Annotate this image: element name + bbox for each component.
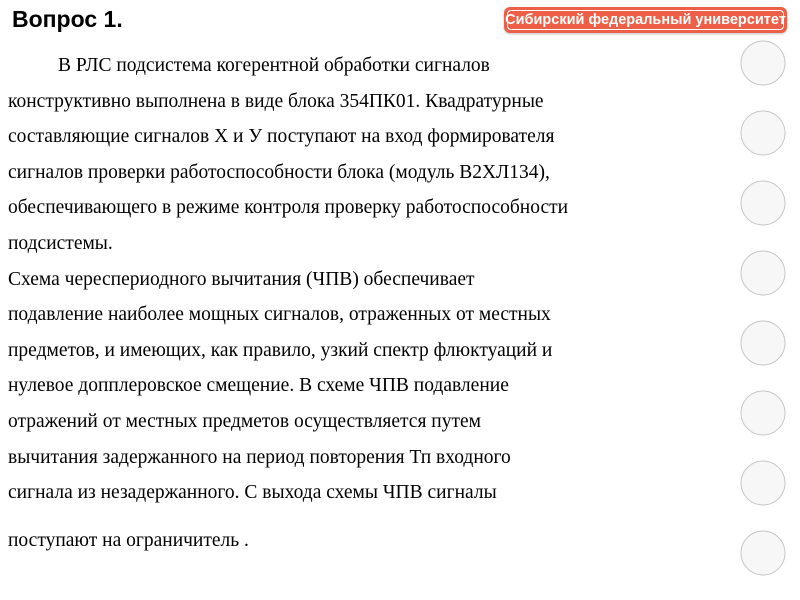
body-line: нулевое допплеровское смещение. В схеме ЧПВ подавление <box>8 375 509 397</box>
banner-border <box>507 10 784 30</box>
body-line: конструктивно выполнена в виде блока 354ПК01. Квадратурные <box>8 90 544 112</box>
body-line: подавление наиболее мощных сигналов, отраженных от местных <box>8 304 551 326</box>
body-line: вычитания задержанного на период повторения Тп входного <box>8 446 511 468</box>
body-line: Схема череспериодного вычитания (ЧПВ) обеспечивает <box>8 268 475 290</box>
body-text <box>8 48 793 558</box>
body-line: отражений от местных предметов осуществляется путем <box>8 410 481 432</box>
banner-text: Сибирский федеральный университет <box>505 12 786 28</box>
body-line: обеспечивающего в режиме контроля проверку работоспособности <box>8 197 569 219</box>
body-line: В РЛС подсистема когерентной обработки сигналов <box>58 55 490 76</box>
body-line: сигналов проверки работоспособности блока (модуль В2ХЛ134), <box>8 161 550 183</box>
university-banner <box>504 7 787 33</box>
body-line: подсистемы. <box>8 232 113 254</box>
body-line: предметов, и имеющих, как правило, узкий спектр флюктуаций и <box>8 339 553 361</box>
body-line: поступают на ограничитель . <box>8 529 249 551</box>
slide-title: Вопрос 1. <box>12 6 123 32</box>
body-line: составляющие сигналов Х и У поступают на вход формирователя <box>8 126 555 148</box>
body-line: сигнала из незадержанного. С выхода схемы ЧПВ сигналы <box>8 482 497 504</box>
